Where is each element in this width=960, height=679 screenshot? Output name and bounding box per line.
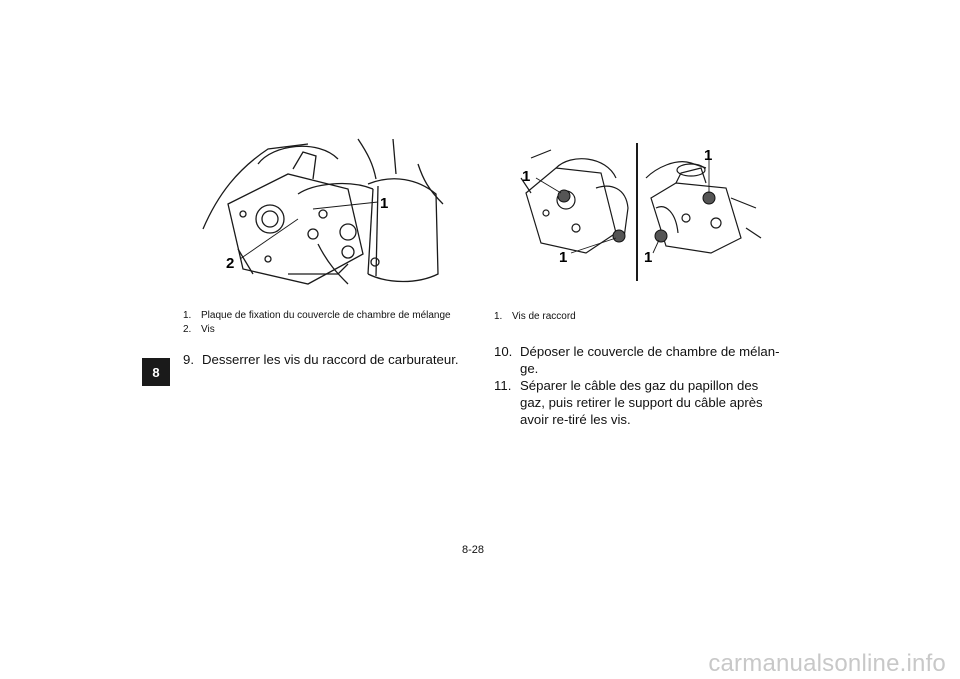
figure-right-callout-1: 1 bbox=[704, 147, 713, 164]
figure-carburetor-right bbox=[516, 138, 766, 286]
watermark: carmanualsonline.info bbox=[708, 650, 946, 677]
caption-text: Vis de raccord bbox=[512, 311, 576, 322]
instruction-step bbox=[183, 351, 473, 368]
caption-item bbox=[183, 323, 473, 337]
step-text: Desserrer les vis du raccord de carburateur. bbox=[202, 352, 459, 367]
step-number: 11. bbox=[494, 378, 512, 393]
figure-right-callout-1: 1 bbox=[522, 168, 531, 185]
instruction-step bbox=[494, 343, 786, 377]
step-number: 9. bbox=[183, 352, 194, 367]
chapter-tab: 8 bbox=[142, 358, 170, 386]
instruction-list-left bbox=[183, 351, 473, 368]
figure-left-caption bbox=[183, 309, 473, 337]
instruction-list-right bbox=[494, 343, 786, 428]
caption-item bbox=[494, 310, 784, 324]
figure-carburetor-left bbox=[198, 134, 448, 294]
step-number: 10. bbox=[494, 344, 513, 359]
page-number: 8-28 bbox=[462, 544, 485, 556]
step-text: Déposer le couvercle de chambre de mélan-ge. bbox=[520, 344, 780, 376]
caption-item bbox=[183, 309, 473, 323]
caption-number: 2. bbox=[183, 324, 192, 335]
instruction-step bbox=[494, 377, 786, 428]
caption-number: 1. bbox=[183, 310, 192, 321]
caption-text: Plaque de fixation du couvercle de chambre de mélange bbox=[201, 310, 451, 321]
figure-right-callout-1: 1 bbox=[644, 249, 653, 266]
step-text: Séparer le câble des gaz du papillon des gaz, puis retirer le support du câble après avoir re-tiré les vis. bbox=[520, 378, 763, 427]
figure-left-callout-1: 1 bbox=[380, 195, 389, 212]
caption-number: 1. bbox=[494, 311, 503, 322]
figure-right-callout-1: 1 bbox=[559, 249, 568, 266]
figure-right-caption bbox=[494, 310, 784, 324]
figure-left-callout-2: 2 bbox=[226, 255, 235, 272]
caption-text: Vis bbox=[201, 324, 215, 335]
